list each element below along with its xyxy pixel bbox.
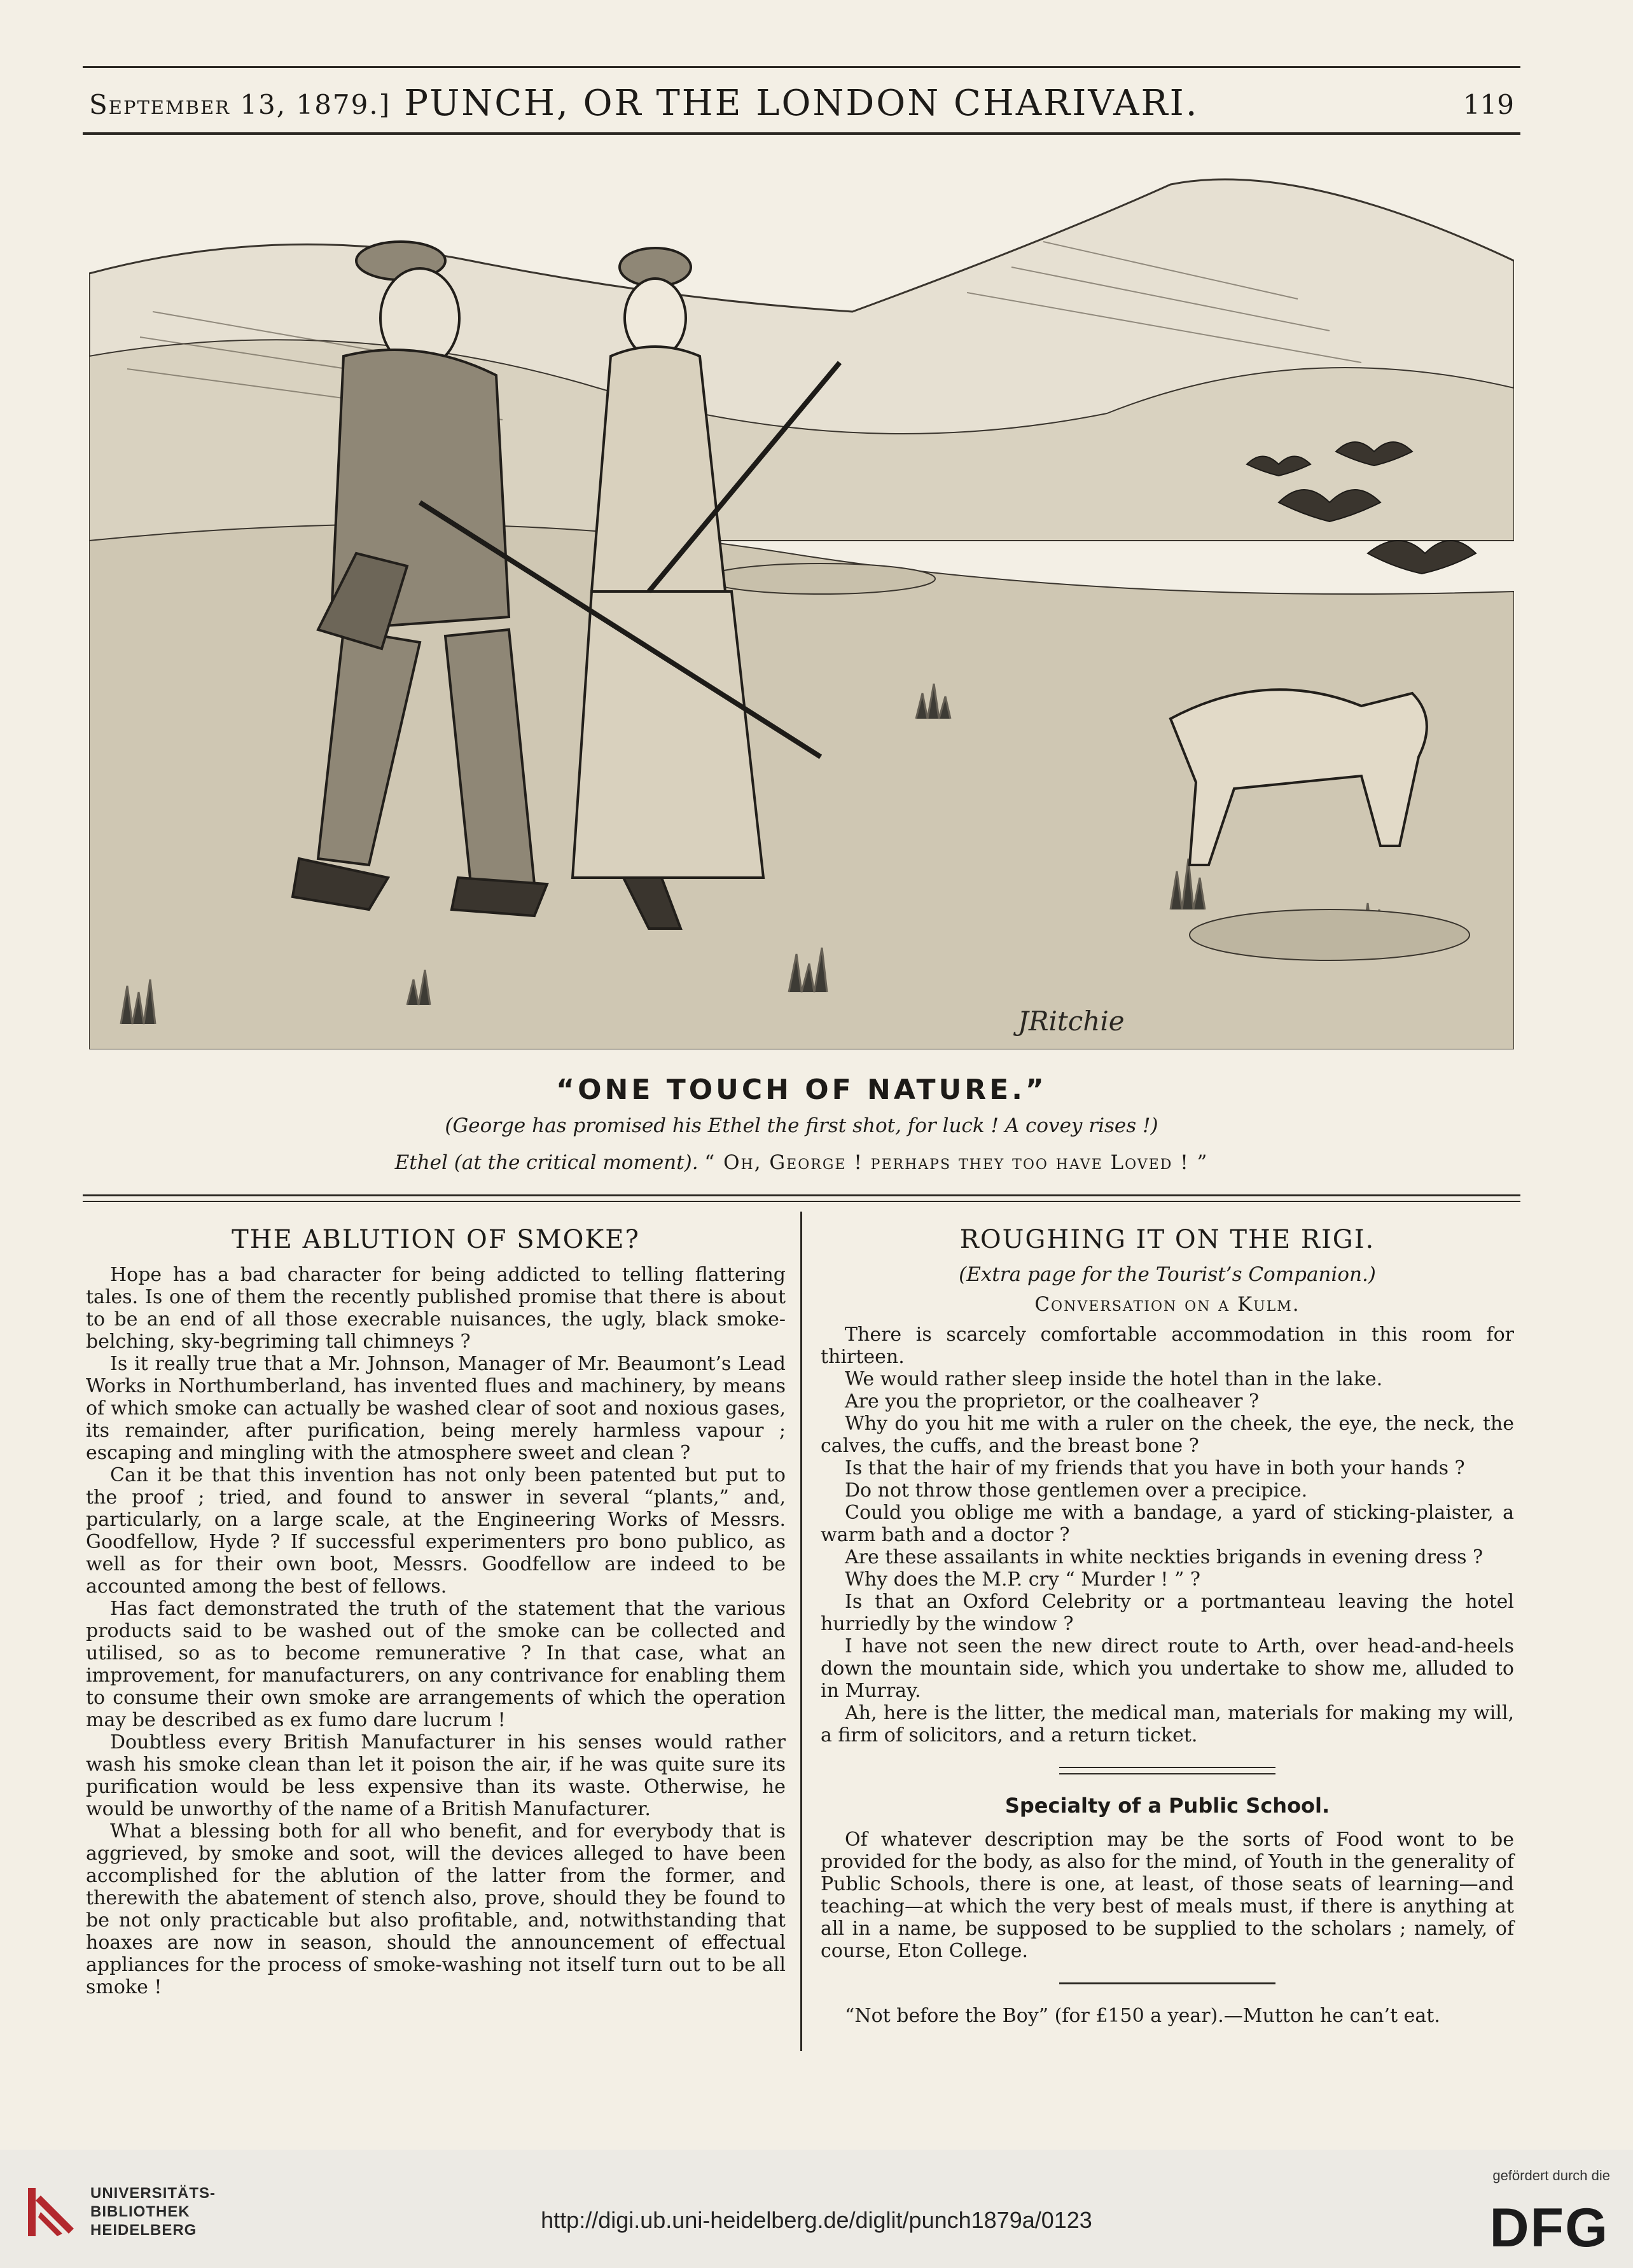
page-number: 119 <box>1463 89 1514 120</box>
rigi-line: Are these assailants in white neckties brigands in evening dress ? <box>845 1546 1484 1568</box>
caption-rule-top <box>83 1194 1520 1196</box>
rigi-line: Why does the M.P. cry “ Murder ! ” ? <box>845 1568 1200 1591</box>
rigi-subtitle: (Extra page for the Tourist’s Companion.) <box>959 1263 1376 1286</box>
page-header <box>83 75 1520 132</box>
dfg-logo[interactable]: DFG <box>1489 2197 1609 2258</box>
ablution-paragraph: Doubtless every British Manufacturer in his senses would rather wash his smoke clean than let it poison the air, if he was quite sure its purification would be less expensive than its waste. Otherwise, he would be unworthy of the name of a British Manufacturer. <box>86 1731 786 1820</box>
rigi-title: ROUGHING IT ON THE RIGI. <box>959 1225 1375 1254</box>
section-divider <box>1059 1767 1275 1774</box>
rigi-line: Is that an Oxford Celebrity or a portmanteau leaving the hotel hurriedly by the window ? <box>821 1591 1514 1635</box>
section-divider <box>1059 1982 1275 1984</box>
ablution-paragraph: Is it really true that a Mr. Johnson, Manager of Mr. Beaumont’s Lead Works in Northumberland, has invented flues and machinery, by means of which smoke can actually be washed clear of soot and noxious gases, its remainder, after purification, being merely harmless vapour ; escaping and mingling with the atmosphere sweet and clean ? <box>86 1353 786 1464</box>
header-title: PUNCH, OR THE LONDON CHARIVARI. <box>404 83 1199 124</box>
university-library-name[interactable]: UNIVERSITÄTS- BIBLIOTHEK HEIDELBERG <box>90 2185 216 2239</box>
rigi-line: Is that the hair of my friends that you have in both your hands ? <box>845 1457 1465 1479</box>
closing-line: “Not before the Boy” (for £150 a year).—Mutton he can’t eat. <box>845 2005 1440 2027</box>
caption-rule-bottom <box>83 1201 1520 1202</box>
right-column <box>821 1222 1514 2027</box>
rigi-line: I have not seen the new direct route to Arth, over head-and-heels down the mountain side, which you undertake to show me, alluded to in Murray. <box>821 1635 1514 1702</box>
dialog-line: “ Oh, George ! perhaps they too have Loved ! ” <box>704 1151 1209 1174</box>
engraving-illustration <box>89 146 1514 1049</box>
ablution-paragraph: Hope has a bad character for being addicted to telling flattering tales. Is one of them the recently published promise that there is about to be an end of all those execrable nuisances, the ugly, black smoke-belching, sky-begriming tall chimneys ? <box>86 1264 786 1353</box>
rigi-line: Do not throw those gentlemen over a precipice. <box>845 1479 1308 1502</box>
rigi-line: Are you the proprietor, or the coalheaver ? <box>845 1390 1260 1413</box>
rigi-line: We would rather sleep inside the hotel than in the lake. <box>845 1368 1383 1390</box>
ablution-paragraph: Can it be that this invention has not only been patented but put to the proof ; tried, and found to answer in several “plants,” and, particularly, on a large scale, at the Engineering Works of Messrs. Goodfellow, Hyde ? If successful experimenters pro bono publico, as well as for their own boot, Messrs. Goodfellow are indeed to be accounted among the best of fellows. <box>86 1464 786 1598</box>
viewer-footer <box>0 2150 1633 2268</box>
column-divider <box>800 1212 802 2051</box>
header-rule-lower <box>83 132 1520 135</box>
ablution-paragraph: Has fact demonstrated the truth of the statement that the various products said to be washed out of the smoke can be collected and utilised, so as to become remunerative ? In that case, what an improvement, for manufacturers, on any contrivance for enabling them to consume their own smoke are arrangements of which the operation may be described as ex fumo dare lucrum ! <box>86 1598 786 1731</box>
sponsor-text: gefördert durch die <box>1492 2168 1610 2183</box>
rigi-line: There is scarcely comfortable accommodation in this room for thirteen. <box>821 1324 1514 1368</box>
illustration-title: “ONE TOUCH OF NATURE.” <box>556 1074 1047 1106</box>
rigi-line: Ah, here is the litter, the medical man, materials for making my will, a firm of solicitors, and a return ticket. <box>821 1702 1514 1746</box>
left-column <box>86 1222 786 1998</box>
header-date: September 13, 1879.] <box>89 89 391 120</box>
rigi-line: Why do you hit me with a ruler on the cheek, the eye, the neck, the calves, the cuffs, and the breast bone ? <box>821 1413 1514 1457</box>
header-rule <box>83 66 1520 68</box>
ablution-paragraph: What a blessing both for all who benefit, and for everybody that is aggrieved, by smoke and soot, will the devices alleged to have been accomplished for the ablution of the latter from the former, and therewith the abatement of stench also, prove, should they be found to be not only practicable but also profitable, and, notwithstanding that hoaxes are now in season, should the announcement of effectual appliances for the process of smoke-washing not itself turn out to be all smoke ! <box>86 1820 786 1998</box>
illustration-signature: JRitchie <box>1018 1006 1125 1037</box>
rigi-line: Could you oblige me with a bandage, a yard of sticking-plaister, a warm bath and a doctor ? <box>821 1502 1514 1546</box>
illustration-dialog <box>83 1151 1520 1174</box>
document-url-link[interactable]: http://digi.ub.uni-heidelberg.de/diglit/punch1879a/0123 <box>541 2207 1092 2233</box>
rigi-section: Conversation on a Kulm. <box>1034 1293 1300 1316</box>
illustration-subtitle: (George has promised his Ethel the first shot, for luck ! A covey rises !) <box>445 1114 1158 1137</box>
ablution-title: THE ABLUTION OF SMOKE? <box>232 1225 640 1254</box>
school-paragraph: Of whatever description may be the sorts of Food wont to be provided for the body, as also for the mind, of Youth in the generality of Public Schools, there is one, at least, of those seats of learning—and teaching—at which the very best of meals must, if there is anything at all in a name, be supposed to be supplied to the scholars ; namely, of course, Eton College. <box>821 1829 1514 1962</box>
dialog-direction: (at the critical moment). <box>454 1151 698 1174</box>
dialog-speaker: Ethel <box>394 1151 448 1174</box>
school-title: Specialty of a Public School. <box>1004 1794 1330 1818</box>
